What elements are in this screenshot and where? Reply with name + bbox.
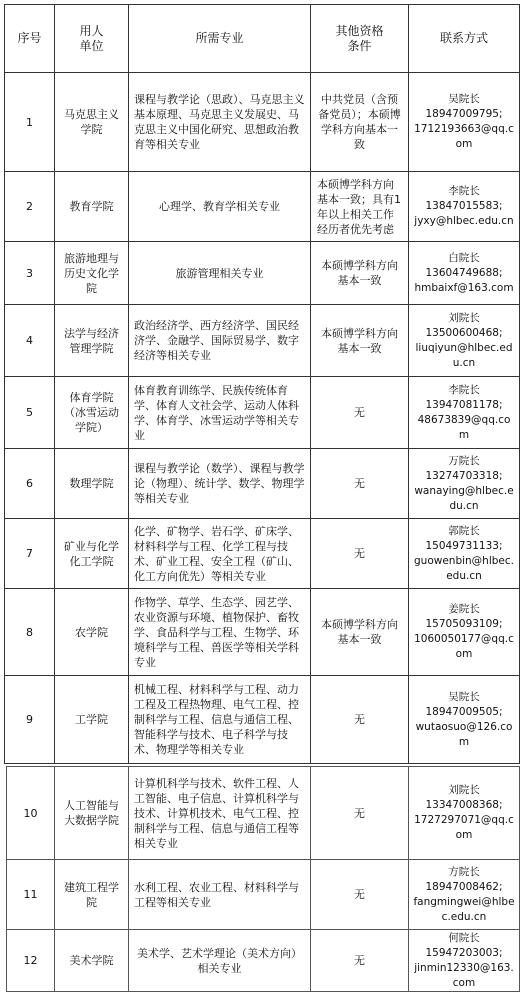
row-major: 政治经济学、西方经济学、国民经济学、金融学、国际贸易学、数字经济等相关专业 <box>129 305 311 377</box>
row-unit: 美术学院 <box>55 930 129 992</box>
table-row <box>5 449 520 519</box>
row-qualification: 无 <box>311 377 409 449</box>
row-index: 6 <box>5 449 55 519</box>
row-contact: 刘院长 13347008368; 1727297071@qq.com <box>409 767 520 860</box>
row-unit: 体育学院（冰雪运动学院） <box>55 377 129 449</box>
row-contact: 方院长 18947008462; fangmingwei@hlbec.edu.cn <box>409 860 520 930</box>
row-qualification: 无 <box>311 767 409 860</box>
row-contact: 何院长 15947203003; jinmin12330@163.com <box>409 930 520 992</box>
row-major: 化学、矿物学、岩石学、矿床学、材料科学与工程、化学工程与技术、矿业工程、安全工程（矿山、化工方向优先）等相关专业 <box>129 519 311 589</box>
table-row <box>5 305 520 377</box>
table-row <box>5 519 520 589</box>
row-index: 12 <box>7 930 55 992</box>
recruitment-table <box>4 4 520 764</box>
table-row <box>5 242 520 305</box>
row-contact: 李院长 13947081178; 48673839@qq.com <box>409 377 520 449</box>
row-major: 课程与教学论（数学）、课程与教学论（物理）、统计学、数学、物理学等相关专业 <box>129 449 311 519</box>
row-index: 2 <box>5 172 55 242</box>
row-contact: 姜院长 15705093109; 1060050177@qq.com <box>409 589 520 676</box>
table-row <box>5 589 520 676</box>
header-major: 所需专业 <box>129 5 311 73</box>
row-major: 心理学、教育学相关专业 <box>129 172 311 242</box>
row-unit: 法学与经济管理学院 <box>55 305 129 377</box>
header-qualification-label: 其他资格 条件 <box>335 23 384 53</box>
row-unit: 建筑工程学院 <box>55 860 129 930</box>
row-contact: 吴院长 18947009795; 1712193663@qq.com <box>409 73 520 172</box>
table-row <box>7 930 520 992</box>
row-index: 5 <box>5 377 55 449</box>
header-unit <box>55 5 129 73</box>
row-contact: 吴院长 18947009505; wutaosuo@126.com <box>409 676 520 764</box>
row-major: 水利工程、农业工程、材料科学与工程等相关专业 <box>129 860 311 930</box>
row-contact: 万院长 13274703318; wanaying@hlbec.edu.cn <box>409 449 520 519</box>
row-contact: 郭院长 15049731133; guowenbin@hlbec.edu.cn <box>409 519 520 589</box>
row-major: 体育教育训练学、民族传统体育学、体育人文社会学、运动人体科学、体育学、冰雪运动学等相关专业 <box>129 377 311 449</box>
row-index: 1 <box>5 73 55 172</box>
row-unit: 工学院 <box>55 676 129 764</box>
header-index: 序号 <box>5 5 55 73</box>
row-unit: 马克思主义学院 <box>55 73 129 172</box>
row-qualification: 本硕博学科方向基本一致 <box>311 305 409 377</box>
row-qualification: 无 <box>311 676 409 764</box>
row-index: 4 <box>5 305 55 377</box>
row-index: 11 <box>7 860 55 930</box>
row-contact: 李院长 13847015583; jyxy@hlbec.edu.cn <box>409 172 520 242</box>
row-major: 计算机科学与技术、软件工程、人工智能、电子信息、计算机科学与技术、计算机技术、电气工程、控制科学与工程、信息与通信工程等相关专业 <box>129 767 311 860</box>
row-contact: 白院长 13604749688; hmbaixf@163.com <box>409 242 520 305</box>
row-unit: 人工智能与大数据学院 <box>55 767 129 860</box>
row-unit: 教育学院 <box>55 172 129 242</box>
row-major: 美术学、艺术学理论（美术方向）相关专业 <box>129 930 311 992</box>
header-qualification <box>311 5 409 73</box>
table-row <box>5 73 520 172</box>
table-header-row <box>5 5 520 73</box>
row-qualification: 无 <box>311 519 409 589</box>
row-qualification: 本硕博学科方向基本一致；具有1年以上相关工作经历者优先考虑 <box>311 172 409 242</box>
row-index: 8 <box>5 589 55 676</box>
recruitment-table-continued <box>6 766 520 992</box>
row-major: 旅游管理相关专业 <box>129 242 311 305</box>
table-row <box>5 377 520 449</box>
table-row <box>5 676 520 764</box>
table-row <box>7 860 520 930</box>
row-index: 10 <box>7 767 55 860</box>
header-unit-label: 用人 单位 <box>79 23 104 53</box>
row-major: 课程与教学论（思政）、马克思主义基本原理、马克思主义发展史、马克思主义中国化研究、思想政治教育等相关专业 <box>129 73 311 172</box>
table-row <box>7 767 520 860</box>
row-qualification: 无 <box>311 860 409 930</box>
row-qualification: 无 <box>311 930 409 992</box>
row-qualification: 本硕博学科方向基本一致 <box>311 242 409 305</box>
row-unit: 农学院 <box>55 589 129 676</box>
row-qualification: 中共党员（含预备党员）；本硕博学科方向基本一致 <box>311 73 409 172</box>
header-contact: 联系方式 <box>409 5 520 73</box>
row-major: 机械工程、材料科学与工程、动力工程及工程热物理、电气工程、控制科学与工程、信息与通信工程、智能科学与技术、电子科学与技术、物理学等相关专业 <box>129 676 311 764</box>
row-index: 9 <box>5 676 55 764</box>
row-index: 7 <box>5 519 55 589</box>
table-row <box>5 172 520 242</box>
row-unit: 数理学院 <box>55 449 129 519</box>
row-qualification: 无 <box>311 449 409 519</box>
row-unit: 旅游地理与历史文化学院 <box>55 242 129 305</box>
row-major: 作物学、草学、生态学、园艺学、农业资源与环境、植物保护、畜牧学、食品科学与工程、生物学、环境科学与工程、兽医学等相关学科专业 <box>129 589 311 676</box>
row-index: 3 <box>5 242 55 305</box>
row-unit: 矿业与化学化工学院 <box>55 519 129 589</box>
row-qualification: 本硕博学科方向基本一致 <box>311 589 409 676</box>
row-contact: 刘院长 13500600468; liuqiyun@hlbec.edu.cn <box>409 305 520 377</box>
